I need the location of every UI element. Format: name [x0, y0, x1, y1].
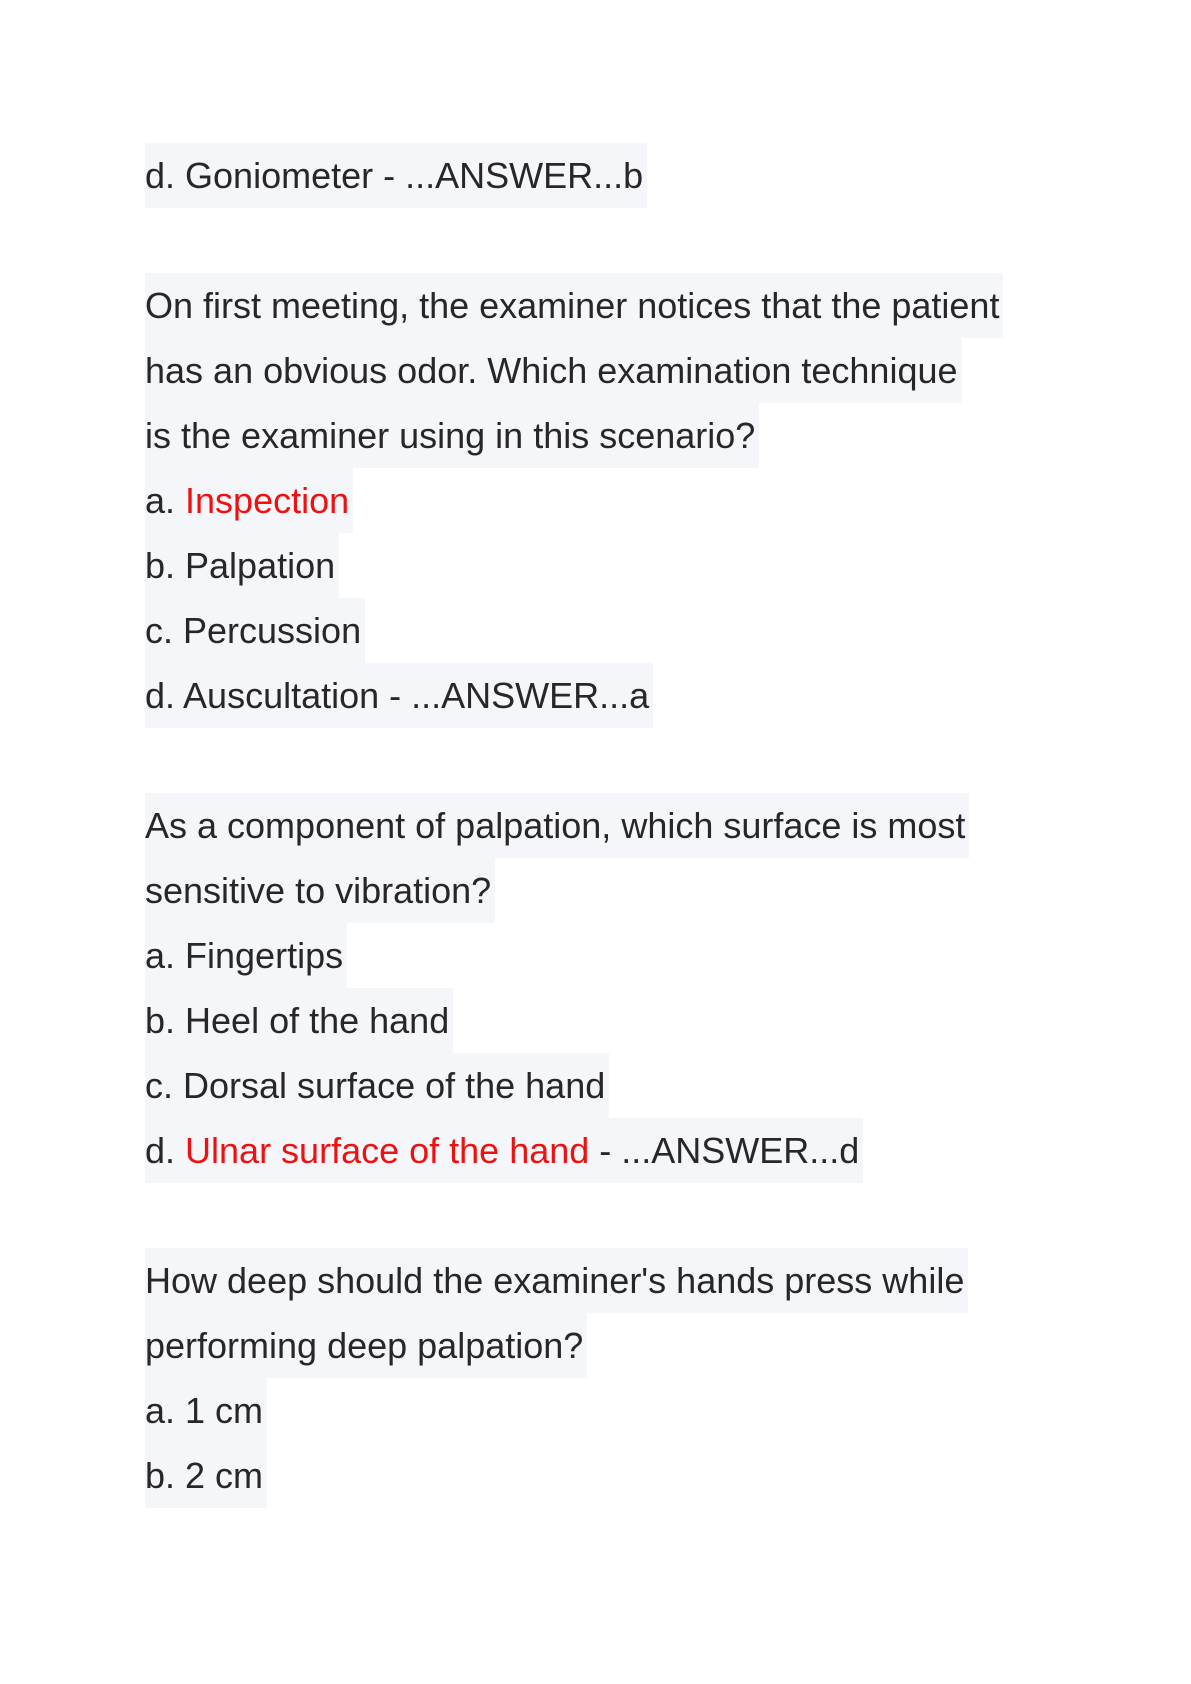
q3-question-line-1: How deep should the examiner's hands press while — [145, 1248, 968, 1313]
q2-option-d-highlight: Ulnar surface of the hand — [185, 1130, 590, 1171]
q1-question-line-1: On first meeting, the examiner notices that the patient — [145, 273, 1003, 338]
q1-option-b: b. Palpation — [145, 533, 339, 598]
q1-question-line-2: has an obvious odor. Which examination technique — [145, 338, 962, 403]
q2-option-b: b. Heel of the hand — [145, 988, 453, 1053]
paragraph-gap — [145, 208, 1045, 273]
q2-option-d — [145, 1118, 863, 1183]
q3-option-b: b. 2 cm — [145, 1443, 267, 1508]
q2-question-line-2: sensitive to vibration? — [145, 858, 495, 923]
q1-option-a-highlight: Inspection — [185, 480, 350, 521]
document-content — [145, 143, 1045, 1508]
paragraph-gap — [145, 1183, 1045, 1248]
q2-option-d-suffix: - ...ANSWER...d — [589, 1130, 860, 1171]
paragraph-gap — [145, 728, 1045, 793]
q2-question-line-1: As a component of palpation, which surface is most — [145, 793, 969, 858]
q2-option-c: c. Dorsal surface of the hand — [145, 1053, 609, 1118]
q1-question-line-3: is the examiner using in this scenario? — [145, 403, 759, 468]
q1-option-a-prefix: a. — [145, 480, 186, 521]
q1-option-c: c. Percussion — [145, 598, 365, 663]
q0-option-d: d. Goniometer - ...ANSWER...b — [145, 143, 647, 208]
q1-option-a — [145, 468, 353, 533]
q3-option-a: a. 1 cm — [145, 1378, 267, 1443]
q2-option-a: a. Fingertips — [145, 923, 347, 988]
q1-option-d: d. Auscultation - ...ANSWER...a — [145, 663, 653, 728]
q3-question-line-2: performing deep palpation? — [145, 1313, 587, 1378]
q2-option-d-prefix: d. — [145, 1130, 186, 1171]
